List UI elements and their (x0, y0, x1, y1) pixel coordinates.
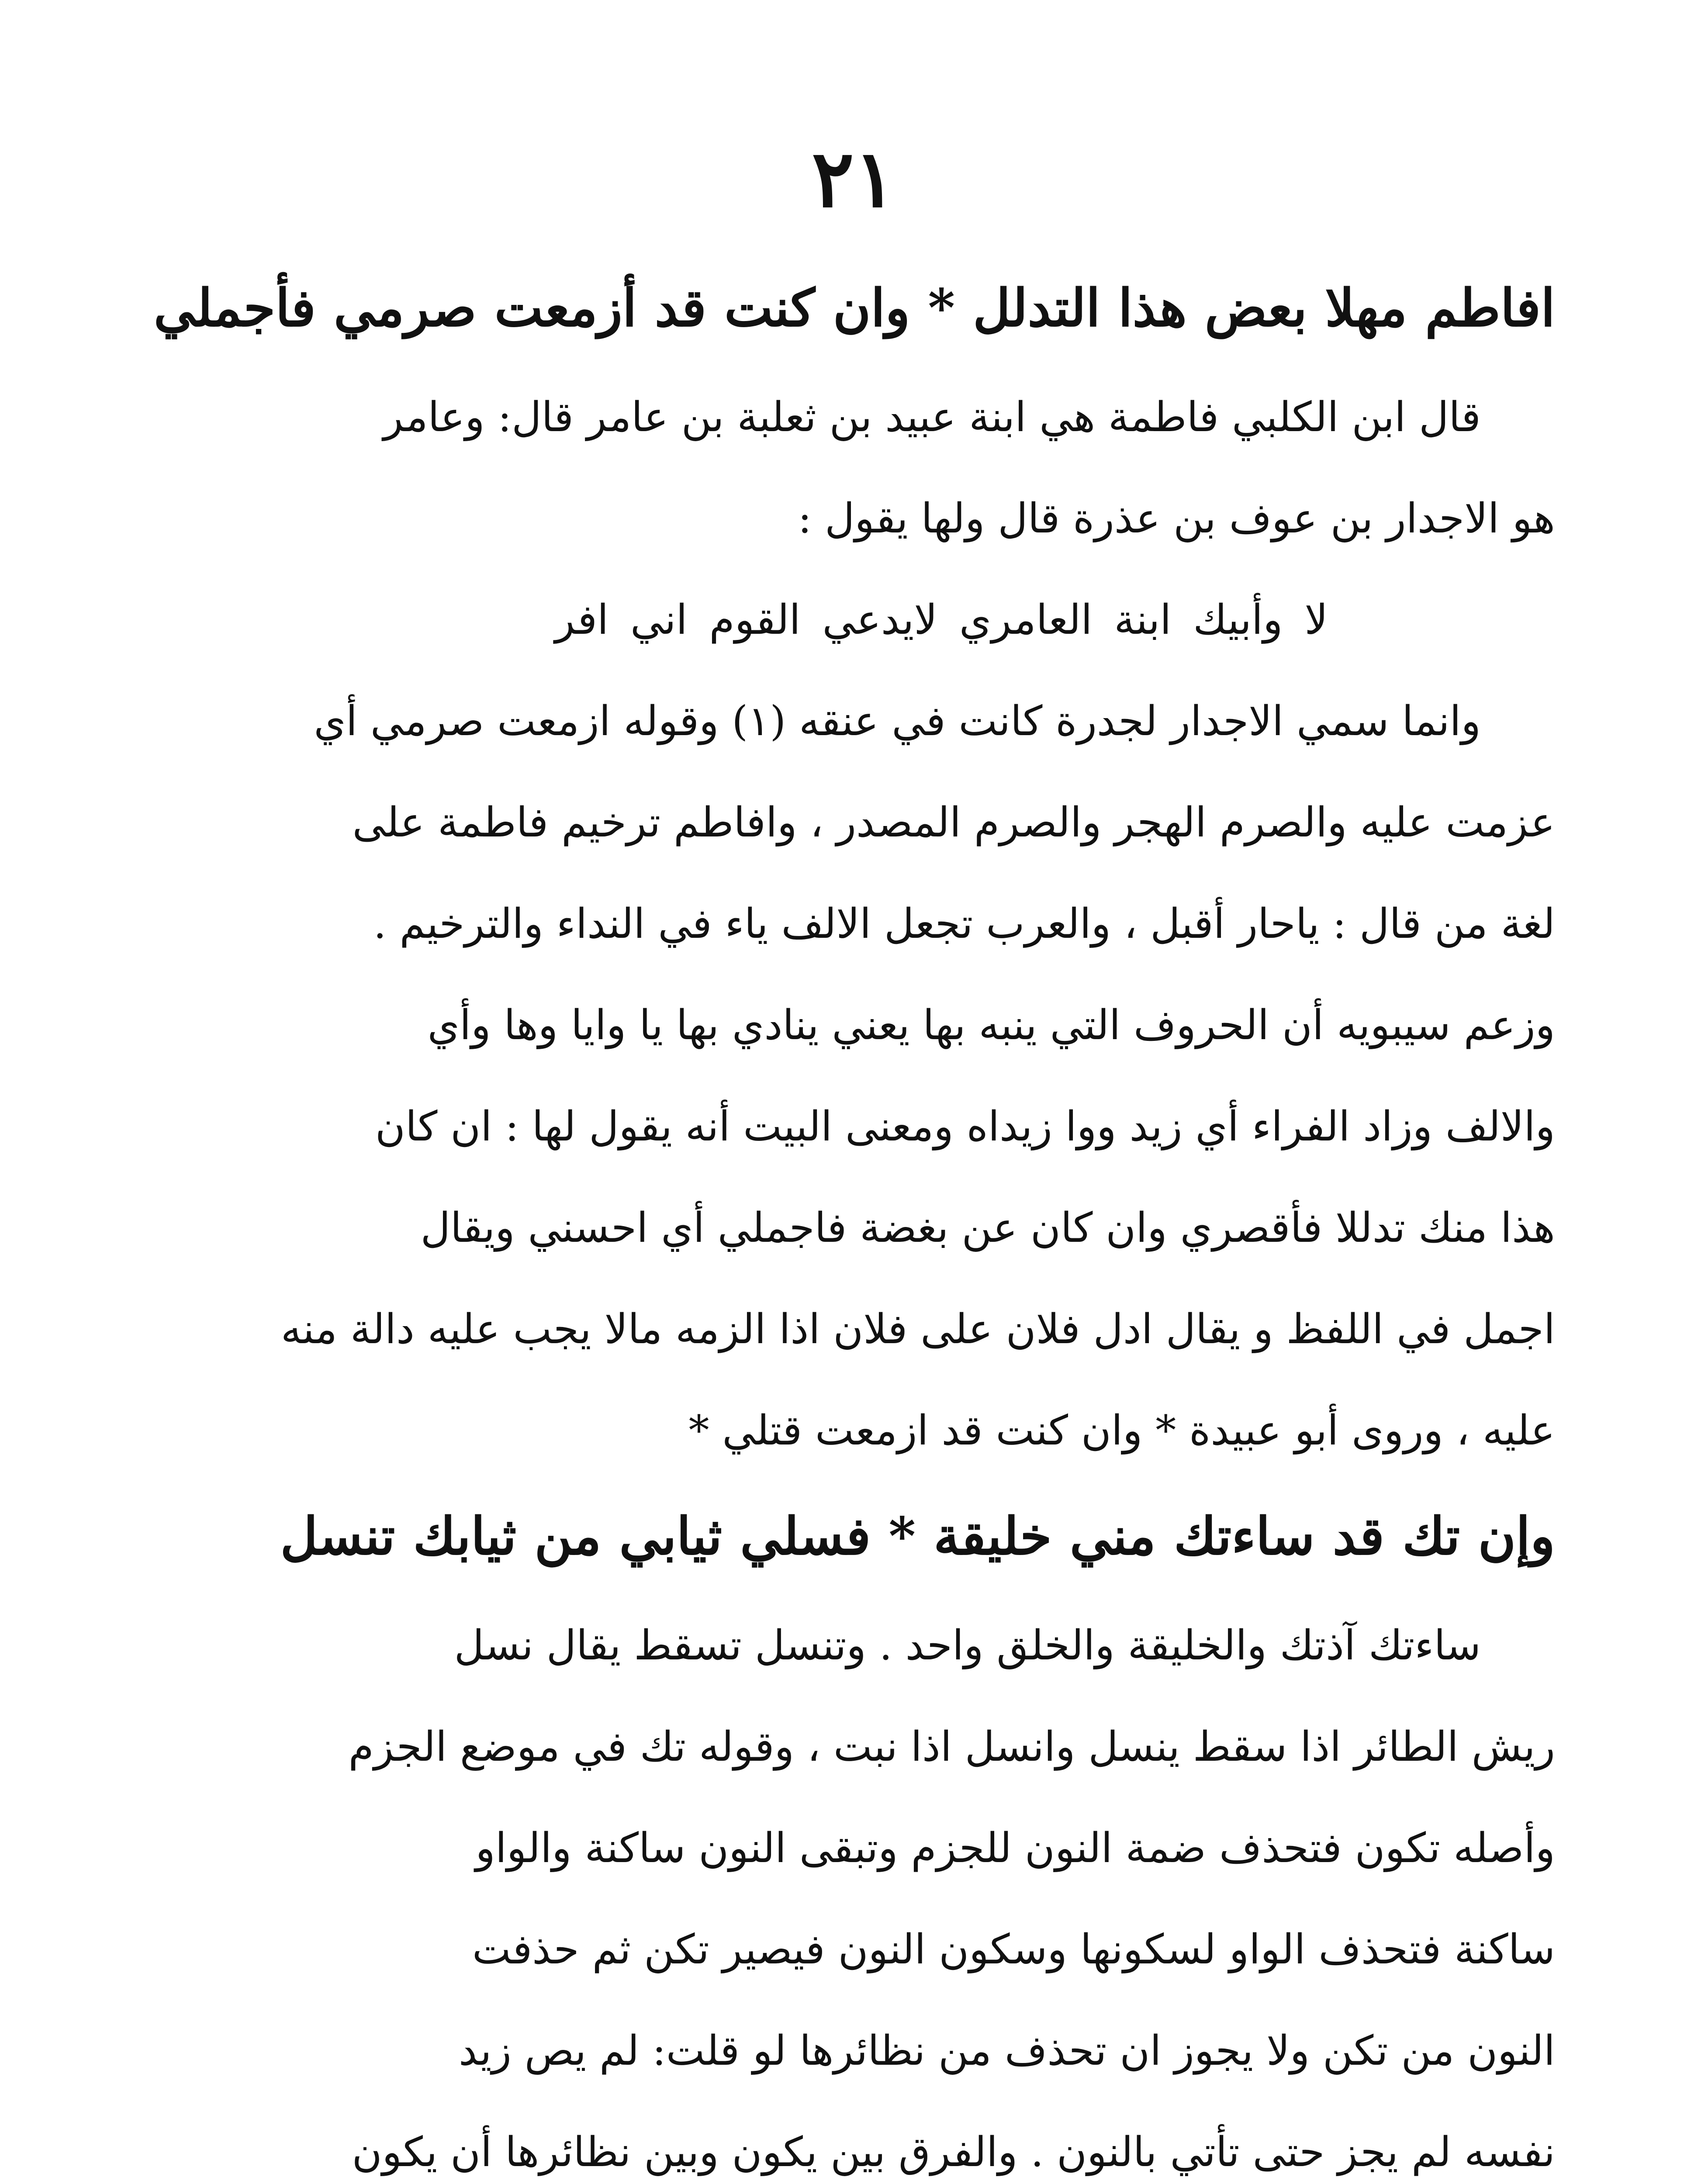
prose-line: وانما سمي الاجدار لجدرة كانت في عنقه (١) وقوله ازمعت صرمي أي (314, 698, 1481, 745)
prose-line: وزعم سيبويه أن الحروف التي ينبه بها يعني ينادي بها يا وايا وها وأي (427, 1002, 1555, 1049)
prose-line: اجمل في اللفظ و يقال ادل فلان على فلان اذا الزمه مالا يجب عليه دالة منه (280, 1306, 1555, 1353)
prose-line: قال ابن الكلبي فاطمة هي ابنة عبيد بن ثعلبة بن عامر قال: وعامر (383, 394, 1481, 441)
prose-line: والالف وزاد الفراء أي زيد ووا زيداه ومعنى البيت أنه يقول لها : ان كان (375, 1103, 1555, 1151)
page-number: ٢١ (812, 133, 896, 225)
prose-line: ساءتك آذتك والخليقة والخلق واحد . وتنسل تسقط يقال نسل (454, 1622, 1481, 1669)
prose-line: هذا منك تدللا فأقصري وان كان عن بغضة فاجملي أي احسني ويقال (420, 1204, 1555, 1252)
body-text (153, 253, 1555, 2184)
prose-line: النون من تكن ولا يجوز ان تحذف من نظائرها لو قلت: لم يص زيد (459, 2027, 1555, 2075)
prose-line: هو الاجدار بن عوف بن عذرة قال ولها يقول : (798, 495, 1555, 543)
prose-line: عليه ، وروى أبو عبيدة * وان كنت قد ازمعت قتلي * (688, 1407, 1555, 1455)
prose-line: ريش الطائر اذا سقط ينسل وانسل اذا نبت ، وقوله تك في موضع الجزم (348, 1723, 1555, 1771)
prose-line: نفسه لم يجز حتى تأتي بالنون . والفرق بين يكون وبين نظائرها أن يكون (352, 2129, 1555, 2176)
prose-line: ساكنة فتحذف الواو لسكونها وسكون النون فيصير تكن ثم حذفت (472, 1926, 1555, 1973)
prose-line: لغة من قال : ياحار أقبل ، والعرب تجعل الالف ياء في النداء والترخيم . (373, 900, 1555, 948)
prose-line: وأصله تكون فتحذف ضمة النون للجزم وتبقى النون ساكنة والواو (475, 1825, 1555, 1872)
quoted-poem-line: لا وأبيك ابنة العامري لايدعي القوم اني افر (555, 596, 1328, 644)
verse-line: وإن تك قد ساءتك مني خليقة * فسلي ثيابي من ثيابك تنسل (280, 1506, 1555, 1566)
prose-line: عزمت عليه والصرم الهجر والصرم المصدر ، وافاطم ترخيم فاطمة على (352, 799, 1555, 847)
verse-line: افاطم مهلا بعض هذا التدلل * وان كنت قد أزمعت صرمي فأجملي (153, 277, 1555, 338)
